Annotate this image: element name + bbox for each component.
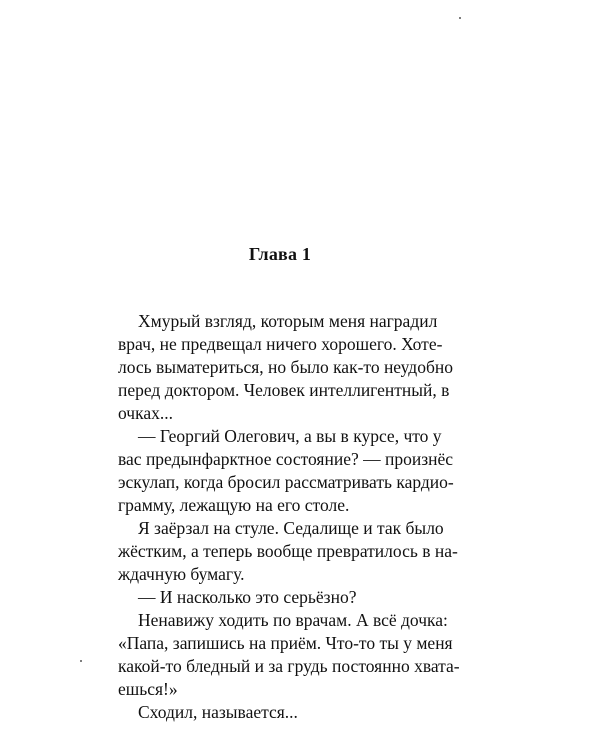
text-line: жёстким, а теперь вообще превратилось в на-	[118, 541, 458, 561]
text-line: «Папа, запишись на приём. Что-то ты у меня	[118, 633, 453, 653]
text-line: эскулап, когда бросил рассматривать кардио-	[118, 472, 454, 492]
text-line: грамму, лежащую на его столе.	[118, 495, 350, 515]
text-line: перед доктором. Человек интеллигентный, в	[118, 380, 450, 400]
ink-speck	[459, 17, 461, 19]
text-line: какой-то бледный и за грудь постоянно хвата-	[118, 656, 460, 676]
chapter-title: Глава 1	[248, 244, 312, 264]
text-line: Ненавижу ходить по врачам. А всё дочка:	[138, 610, 448, 630]
text-line: — Георгий Олегович, а вы в курсе, что у	[138, 426, 442, 446]
text-line: ешься!»	[118, 679, 178, 699]
text-line: — И насколько это серьёзно?	[138, 587, 357, 607]
text-line: Сходил, называется...	[138, 702, 298, 722]
text-line: Хмурый взгляд, которым меня наградил	[138, 311, 438, 331]
text-line: Я заёрзал на стуле. Седалище и так было	[138, 518, 444, 538]
text-line: вас предынфарктное состояние? — произнёс	[118, 449, 454, 469]
text-line: врач, не предвещал ничего хорошего. Хоте-	[118, 334, 443, 354]
text-line: лось выматериться, но было как-то неудобно	[118, 357, 453, 377]
text-line: очках...	[118, 403, 173, 423]
ink-speck	[80, 660, 82, 662]
text-line: ждачную бумагу.	[118, 564, 245, 584]
